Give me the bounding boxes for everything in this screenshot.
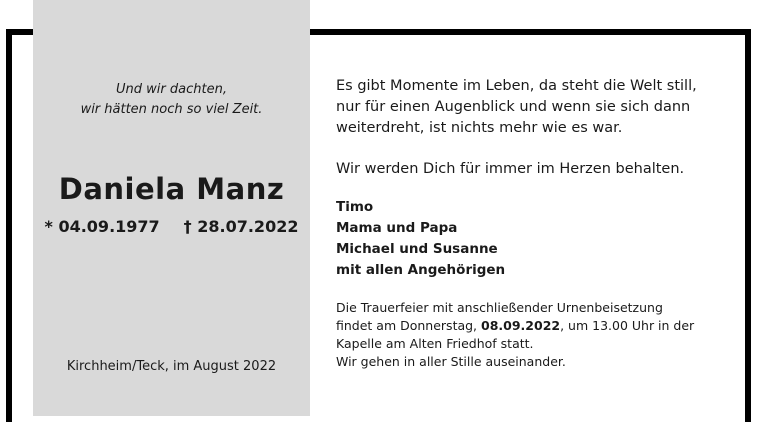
- quote-line: wir hätten noch so viel Zeit.: [80, 102, 263, 117]
- place-and-date: Kirchheim/Teck, im August 2022: [66, 359, 277, 374]
- signer: Michael und Susanne: [336, 241, 498, 257]
- notice-line: Kapelle am Alten Friedhof statt.: [336, 336, 534, 351]
- signer: Mama und Papa: [336, 220, 458, 236]
- death-date: † 28.07.2022: [183, 217, 299, 236]
- notice-text: findet am Donnerstag,: [336, 318, 482, 333]
- motto: Wir werden Dich für immer im Herzen behalten.: [336, 161, 685, 177]
- quote-line: Und wir dachten,: [116, 82, 227, 97]
- signer: Timo: [336, 199, 374, 215]
- signers: [336, 197, 736, 281]
- funeral-notice: [336, 299, 736, 371]
- poem-line: nur für einen Augenblick und wenn sie sich dann: [336, 99, 691, 115]
- deceased-name: Daniela Manz: [58, 172, 285, 206]
- poem-line: weiterdreht, ist nichts mehr wie es war.: [336, 120, 623, 136]
- right-column: [336, 76, 736, 371]
- left-gray-panel: [33, 0, 310, 416]
- quote: [33, 80, 310, 120]
- notice-line: [336, 317, 736, 335]
- notice-text: , um 13.00 Uhr in der: [560, 318, 695, 333]
- life-dates: [33, 216, 310, 238]
- funeral-date: 08.09.2022: [481, 318, 561, 333]
- notice-line: Die Trauerfeier mit anschließender Urnenbeisetzung: [336, 300, 663, 315]
- birth-date: * 04.09.1977: [44, 217, 160, 236]
- notice-line: Wir gehen in aller Stille auseinander.: [336, 354, 566, 369]
- poem: [336, 76, 736, 139]
- signer: mit allen Angehörigen: [336, 262, 506, 278]
- poem-line: Es gibt Momente im Leben, da steht die Welt still,: [336, 78, 697, 94]
